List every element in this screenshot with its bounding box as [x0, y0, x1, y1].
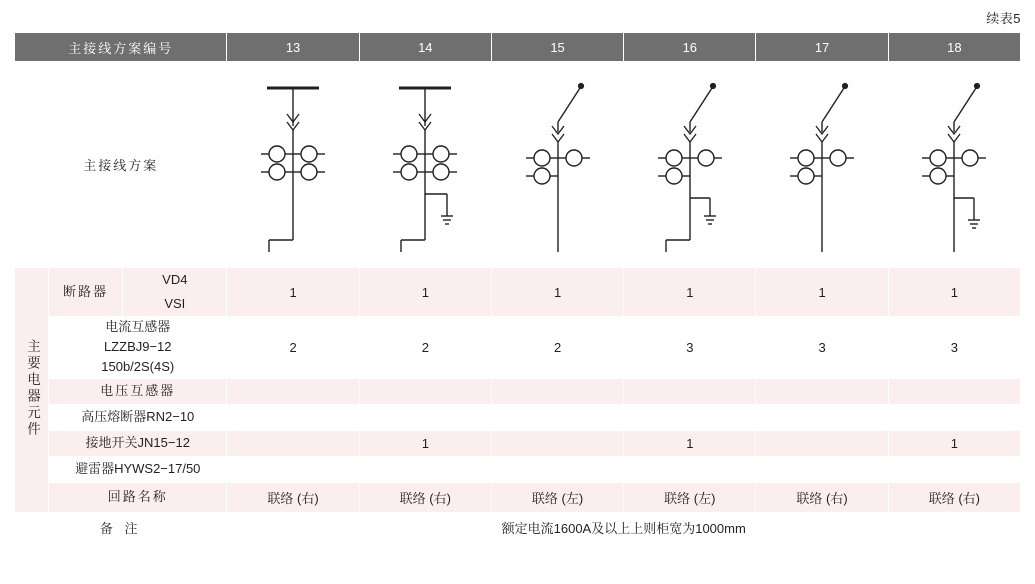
cell-circuit-13: 联络 (右) [227, 482, 359, 512]
row-current-transformer [15, 317, 1021, 378]
cell-circuit-17: 联络 (右) [756, 482, 888, 512]
header-col-14: 14 [359, 33, 491, 62]
cell-fuse-13 [227, 404, 359, 430]
note-value: 额定电流1600A及以上上则柜宽为1000mm [227, 512, 1021, 542]
cell-earth-18: 1 [888, 430, 1020, 456]
cell-arrester-13 [227, 456, 359, 482]
cell-ct-16: 3 [624, 317, 756, 378]
cell-vt-13 [227, 378, 359, 404]
ct-line-3: 150b/2S(4S) [101, 359, 175, 375]
table-header-row [15, 33, 1021, 62]
cell-circuit-14: 联络 (右) [359, 482, 491, 512]
cell-breaker-15: 1 [491, 268, 623, 317]
group-label-main-electrical-components: 主要电器元件 [15, 268, 49, 513]
cell-breaker-17: 1 [756, 268, 888, 317]
cell-ct-14: 2 [359, 317, 491, 378]
cell-arrester-16 [624, 456, 756, 482]
row-label-circuit-breaker: 断路器 [49, 268, 123, 317]
header-col-16: 16 [624, 33, 756, 62]
cell-fuse-17 [756, 404, 888, 430]
row-earthing-switch [15, 430, 1021, 456]
cell-circuit-18: 联络 (右) [888, 482, 1020, 512]
scheme-diagram-18 [888, 62, 1020, 268]
header-col-13: 13 [227, 33, 359, 62]
row-label-circuit-name: 回路名称 [49, 482, 227, 512]
scheme-diagram-14 [359, 62, 491, 268]
scheme-diagram-row [15, 62, 1021, 268]
breaker-type-vsi: VSI [164, 296, 186, 312]
cell-vt-15 [491, 378, 623, 404]
cell-arrester-14 [359, 456, 491, 482]
cell-fuse-14 [359, 404, 491, 430]
cell-ct-17: 3 [756, 317, 888, 378]
header-scheme-number-label: 主接线方案编号 [15, 33, 227, 62]
row-note [15, 512, 1021, 542]
ct-line-1: 电流互感器 [105, 319, 171, 335]
cell-ct-18: 3 [888, 317, 1020, 378]
row-label-arrester: 避雷器HYWS2−17/50 [49, 456, 227, 482]
cell-breaker-14: 1 [359, 268, 491, 317]
continuation-label: 续表5 [986, 11, 1021, 26]
cell-breaker-16: 1 [624, 268, 756, 317]
cell-earth-17 [756, 430, 888, 456]
row-label-current-transformer [49, 317, 227, 378]
cell-circuit-15: 联络 (左) [491, 482, 623, 512]
header-col-18: 18 [888, 33, 1020, 62]
cell-fuse-18 [888, 404, 1020, 430]
scheme-row-label: 主接线方案 [15, 62, 227, 268]
cell-fuse-15 [491, 404, 623, 430]
scheme-diagram-13 [227, 62, 359, 268]
row-sublabel-breaker-types [123, 268, 227, 317]
ct-line-2: LZZBJ9−12 [103, 339, 172, 355]
scheme-diagram-17 [756, 62, 888, 268]
header-col-17: 17 [756, 33, 888, 62]
row-voltage-transformer [15, 378, 1021, 404]
cell-breaker-13: 1 [227, 268, 359, 317]
row-label-earthing-switch: 接地开关JN15−12 [49, 430, 227, 456]
main-scheme-table [14, 32, 1021, 543]
cell-circuit-16: 联络 (左) [624, 482, 756, 512]
breaker-type-vd4: VD4 [162, 272, 188, 287]
cell-earth-13 [227, 430, 359, 456]
cell-arrester-15 [491, 456, 623, 482]
row-circuit-breaker [15, 268, 1021, 317]
row-circuit-name [15, 482, 1021, 512]
scheme-diagram-15 [491, 62, 623, 268]
row-label-voltage-transformer: 电压互感器 [49, 378, 227, 404]
cell-ct-15: 2 [491, 317, 623, 378]
scheme-diagram-16 [624, 62, 756, 268]
cell-breaker-18: 1 [888, 268, 1020, 317]
cell-vt-14 [359, 378, 491, 404]
note-label: 备 注 [15, 512, 227, 542]
cell-vt-17 [756, 378, 888, 404]
cell-arrester-17 [756, 456, 888, 482]
header-col-15: 15 [491, 33, 623, 62]
cell-vt-18 [888, 378, 1020, 404]
cell-earth-15 [491, 430, 623, 456]
cell-earth-14: 1 [359, 430, 491, 456]
cell-arrester-18 [888, 456, 1020, 482]
row-arrester [15, 456, 1021, 482]
row-label-hv-fuse: 高压熔断器RN2−10 [49, 404, 227, 430]
cell-ct-13: 2 [227, 317, 359, 378]
row-hv-fuse [15, 404, 1021, 430]
cell-vt-16 [624, 378, 756, 404]
cell-earth-16: 1 [624, 430, 756, 456]
cell-fuse-16 [624, 404, 756, 430]
